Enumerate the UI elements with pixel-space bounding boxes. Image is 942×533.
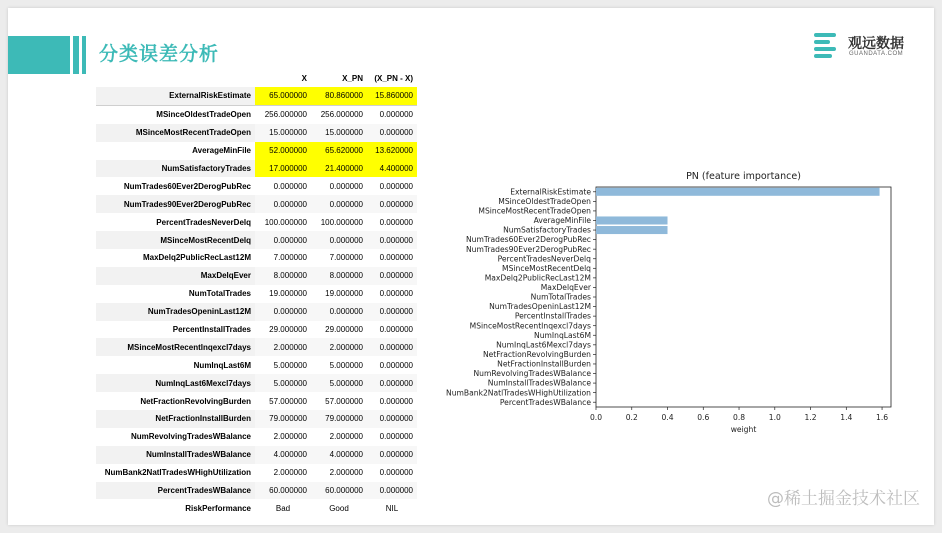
y-tick-label: MaxDelq2PublicRecLast12M — [484, 273, 591, 283]
cell-x-pn: 5.000000 — [311, 374, 367, 392]
cell-x-pn: Good — [329, 503, 349, 513]
row-feature-name: MSinceMostRecentDelq — [96, 231, 255, 249]
table-row — [96, 482, 417, 500]
y-tick-label: PercentInstallTrades — [514, 311, 591, 321]
row-feature-name: NumTradesOpeninLast12M — [96, 303, 255, 321]
x-tick-label: 1.0 — [768, 413, 781, 422]
x-tick-label: 0.6 — [697, 413, 710, 422]
column-header: (X_PN - X) — [374, 73, 413, 83]
cell-x: 15.000000 — [255, 124, 311, 142]
y-tick-label: NumTotalTrades — [530, 292, 591, 302]
x-tick-label: 1.4 — [840, 413, 853, 422]
table-row — [96, 374, 417, 392]
y-tick-label: ExternalRiskEstimate — [510, 187, 591, 197]
row-feature-name: NetFractionInstallBurden — [96, 410, 255, 428]
guandata-logo — [814, 32, 924, 60]
row-feature-name: NumRevolvingTradesWBalance — [130, 432, 251, 442]
cell-x: 65.000000 — [255, 87, 311, 105]
cell-diff: 0.000000 — [379, 110, 413, 120]
cell-diff: 0.000000 — [367, 338, 417, 356]
row-feature-name: PercentTradesWBalance — [96, 482, 255, 500]
y-tick-label: NetFractionInstallBurden — [497, 359, 591, 369]
row-feature-name: NumInqLast6Mexcl7days — [96, 374, 255, 392]
table-row — [96, 195, 417, 213]
row-feature-name: NumInqLast6M — [193, 360, 251, 370]
cell-x-pn: 80.860000 — [311, 87, 367, 105]
cell-x-pn: 19.000000 — [325, 289, 363, 299]
cell-x: 2.000000 — [255, 338, 311, 356]
feature-importance-chart — [418, 165, 908, 445]
table-row — [96, 267, 417, 285]
cell-x-pn: 5.000000 — [329, 360, 363, 370]
cell-x-pn: 0.000000 — [311, 303, 367, 321]
cell-x: 0.000000 — [273, 181, 307, 191]
row-feature-name: RiskPerformance — [185, 503, 251, 513]
x-tick-label: 1.6 — [876, 413, 889, 422]
cell-x: 5.000000 — [273, 360, 307, 370]
header-stripe — [73, 36, 79, 74]
cell-diff: 15.860000 — [367, 87, 417, 105]
row-feature-name: ExternalRiskEstimate — [96, 87, 255, 105]
y-tick-label: MSinceMostRecentInqexcl7days — [469, 321, 591, 331]
y-tick-label: PercentTradesNeverDelq — [497, 254, 591, 264]
cell-x: 19.000000 — [269, 289, 307, 299]
cell-x: 79.000000 — [255, 410, 311, 428]
row-feature-name: NumSatisfactoryTrades — [96, 160, 255, 178]
table-row — [96, 499, 417, 517]
row-feature-name: PercentInstallTrades — [172, 325, 251, 335]
cell-diff: 0.000000 — [367, 482, 417, 500]
table-row — [96, 410, 417, 428]
logo-name: 观远数据 — [848, 35, 904, 51]
cell-x-pn: 29.000000 — [325, 325, 363, 335]
cell-x: Bad — [275, 503, 291, 513]
cell-x-pn: 2.000000 — [329, 432, 363, 442]
cell-x-pn: 21.400000 — [311, 160, 367, 178]
row-feature-name: NumInstallTradesWBalance — [96, 446, 255, 464]
header-stripe — [82, 36, 86, 74]
feature-table — [96, 69, 417, 517]
cell-diff: 0.000000 — [367, 267, 417, 285]
table-row — [96, 356, 417, 374]
y-tick-label: NumBank2NatlTradesWHighUtilization — [446, 388, 591, 398]
table-row — [96, 142, 417, 160]
y-tick-label: MSinceOldestTradeOpen — [498, 196, 591, 206]
table-row — [96, 338, 417, 356]
table-row — [96, 177, 417, 195]
y-tick-label: NumTradesOpeninLast12M — [489, 302, 591, 312]
cell-diff: 0.000000 — [367, 195, 417, 213]
y-tick-label: NumInstallTradesWBalance — [487, 378, 591, 388]
row-feature-name: NetFractionRevolvingBurden — [140, 396, 251, 406]
table-row — [96, 231, 417, 249]
table-row — [96, 392, 417, 410]
logo-mark-icon — [814, 32, 842, 60]
y-tick-label: NetFractionRevolvingBurden — [482, 349, 591, 359]
table-row — [96, 160, 417, 178]
cell-x-pn: 2.000000 — [311, 338, 367, 356]
watermark: @稀土掘金技术社区 — [767, 489, 920, 509]
cell-x-pn: 0.000000 — [311, 195, 367, 213]
y-tick-label: MSinceMostRecentTradeOpen — [478, 206, 591, 216]
cell-x-pn: 8.000000 — [311, 267, 367, 285]
row-feature-name: NumTrades60Ever2DerogPubRec — [123, 181, 251, 191]
header-accent-bar — [8, 36, 70, 74]
row-feature-name: NumBank2NatlTradesWHighUtilization — [104, 468, 251, 478]
cell-diff: 0.000000 — [379, 253, 413, 263]
row-feature-name: AverageMinFile — [192, 146, 251, 156]
cell-diff: 0.000000 — [367, 374, 417, 392]
slide — [8, 8, 934, 525]
cell-x-pn: 60.000000 — [311, 482, 367, 500]
x-tick-label: 0.0 — [589, 413, 603, 422]
y-tick-label: MaxDelqEver — [540, 283, 591, 293]
chart-title: PN (feature importance) — [686, 171, 801, 182]
column-header: X — [301, 73, 307, 83]
x-tick-label: 0.8 — [732, 413, 746, 422]
cell-diff: 0.000000 — [367, 303, 417, 321]
y-tick-label: NumTrades90Ever2DerogPubRec — [465, 244, 591, 254]
y-tick-label: NumInqLast6Mexcl7days — [496, 340, 591, 350]
cell-diff: 0.000000 — [367, 410, 417, 428]
cell-x: 0.000000 — [255, 231, 311, 249]
cell-x-pn: 100.000000 — [320, 217, 363, 227]
cell-diff: 0.000000 — [367, 446, 417, 464]
table-row — [96, 303, 417, 321]
table-body — [96, 87, 417, 517]
cell-diff: 0.000000 — [379, 360, 413, 370]
x-tick-label: 0.2 — [625, 413, 638, 422]
y-tick-label: NumTrades60Ever2DerogPubRec — [465, 235, 591, 245]
x-axis-label: weight — [730, 425, 757, 434]
cell-diff: 0.000000 — [379, 181, 413, 191]
table-header-row — [96, 69, 417, 87]
cell-diff: 0.000000 — [367, 124, 417, 142]
table-row — [96, 124, 417, 142]
cell-x: 0.000000 — [255, 195, 311, 213]
cell-diff: 0.000000 — [367, 231, 417, 249]
table-row — [96, 446, 417, 464]
row-feature-name: MaxDelqEver — [96, 267, 255, 285]
cell-x: 52.000000 — [255, 142, 311, 160]
row-feature-name: PercentTradesNeverDelq — [156, 217, 251, 227]
cell-x-pn: 0.000000 — [329, 181, 363, 191]
table-row — [96, 105, 417, 123]
cell-x: 2.000000 — [273, 432, 307, 442]
cell-x: 256.000000 — [264, 110, 307, 120]
cell-x-pn: 256.000000 — [320, 110, 363, 120]
y-tick-label: AverageMinFile — [533, 216, 591, 226]
x-tick-label: 1.2 — [804, 413, 817, 422]
table-row — [96, 249, 417, 267]
row-feature-name: MaxDelq2PublicRecLast12M — [142, 253, 251, 263]
x-tick-label: 0.4 — [661, 413, 674, 422]
y-tick-label: NumInqLast6M — [534, 330, 591, 340]
cell-x-pn: 0.000000 — [311, 231, 367, 249]
table-row — [96, 285, 417, 303]
cell-diff: 0.000000 — [379, 217, 413, 227]
cell-x: 7.000000 — [273, 253, 307, 263]
table-row — [96, 87, 417, 105]
cell-x-pn: 4.000000 — [311, 446, 367, 464]
cell-diff: 0.000000 — [379, 468, 413, 478]
bar — [596, 226, 668, 234]
logo-subtitle: GUANDATA.COM — [849, 51, 904, 57]
y-tick-label: NumRevolvingTradesWBalance — [473, 369, 591, 379]
cell-x-pn: 65.620000 — [311, 142, 367, 160]
row-feature-name: MSinceMostRecentTradeOpen — [96, 124, 255, 142]
cell-x: 5.000000 — [255, 374, 311, 392]
page-title: 分类误差分析 — [99, 44, 220, 65]
cell-diff: NIL — [385, 503, 399, 513]
cell-x: 2.000000 — [273, 468, 307, 478]
cell-x-pn: 79.000000 — [311, 410, 367, 428]
cell-diff: 0.000000 — [379, 396, 413, 406]
y-tick-label: MSinceMostRecentDelq — [502, 263, 591, 273]
cell-x-pn: 7.000000 — [329, 253, 363, 263]
column-header: X_PN — [342, 73, 363, 83]
cell-x: 0.000000 — [255, 303, 311, 321]
column-header-feature — [96, 69, 255, 87]
table-row — [96, 464, 417, 482]
cell-x-pn: 2.000000 — [329, 468, 363, 478]
row-feature-name: MSinceOldestTradeOpen — [156, 110, 251, 120]
cell-diff: 4.400000 — [367, 160, 417, 178]
cell-diff: 0.000000 — [379, 432, 413, 442]
cell-x: 57.000000 — [269, 396, 307, 406]
cell-x: 29.000000 — [269, 325, 307, 335]
table-row — [96, 321, 417, 339]
y-tick-label: NumSatisfactoryTrades — [503, 225, 591, 235]
cell-diff: 13.620000 — [367, 142, 417, 160]
cell-x-pn: 15.000000 — [311, 124, 367, 142]
bar — [596, 188, 880, 196]
cell-x: 4.000000 — [255, 446, 311, 464]
row-feature-name: NumTrades90Ever2DerogPubRec — [96, 195, 255, 213]
cell-diff: 0.000000 — [379, 325, 413, 335]
cell-x: 100.000000 — [264, 217, 307, 227]
cell-diff: 0.000000 — [379, 289, 413, 299]
cell-x: 8.000000 — [255, 267, 311, 285]
table-row — [96, 428, 417, 446]
row-feature-name: NumTotalTrades — [188, 289, 251, 299]
table-row — [96, 213, 417, 231]
row-feature-name: MSinceMostRecentInqexcl7days — [96, 338, 255, 356]
cell-x: 17.000000 — [255, 160, 311, 178]
bar — [596, 216, 668, 224]
y-tick-label: PercentTradesWBalance — [499, 397, 591, 407]
cell-x: 60.000000 — [255, 482, 311, 500]
cell-x-pn: 57.000000 — [325, 396, 363, 406]
